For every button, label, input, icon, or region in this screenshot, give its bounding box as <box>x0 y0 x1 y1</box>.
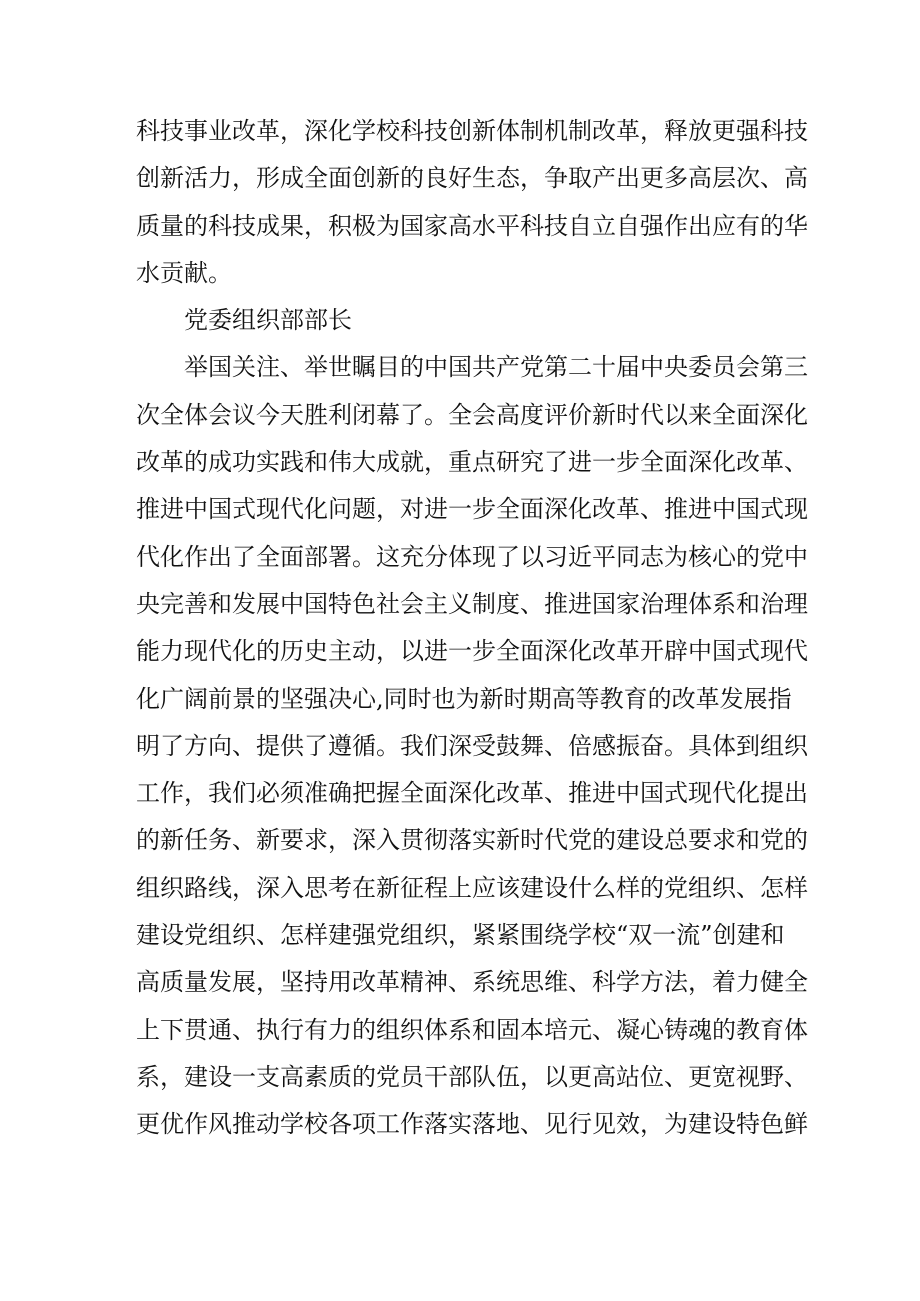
text-line-19: 高质量发展，坚持用改革精神、系统思维、科学方法，着力健全 <box>136 968 808 997</box>
text-line-17: 组织路线，深入思考在新征程上应该建设什么样的党组织、怎样 <box>136 873 808 902</box>
text-line-18: 建设党组织、怎样建强党组织，紧紧围绕学校“双一流”创建和 <box>136 921 785 950</box>
text-line-8: 改革的成功实践和伟大成就，重点研究了进一步全面深化改革、 <box>136 448 808 477</box>
text-line-11: 央完善和发展中国特色社会主义制度、推进国家治理体系和治理 <box>136 589 808 618</box>
text-line-21: 系，建设一支高素质的党员干部队伍，以更高站位、更宽视野、 <box>136 1062 808 1091</box>
text-line-16: 的新任务、新要求，深入贯彻落实新时代党的建设总要求和党的 <box>136 826 808 855</box>
text-line-20: 上下贯通、执行有力的组织体系和固本培元、凝心铸魂的教育体 <box>136 1015 808 1044</box>
text-line-14: 明了方向、提供了遵循。我们深受鼓舞、倍感振奋。具体到组织 <box>136 731 808 760</box>
paragraph-start: 举国关注、举世瞩目的中国共产党第二十届中央委员会第三 <box>184 353 808 382</box>
text-line-10: 代化作出了全面部署。这充分体现了以习近平同志为核心的党中 <box>136 542 808 571</box>
text-line-12: 能力现代化的历史主动，以进一步全面深化改革开辟中国式现代 <box>136 637 808 666</box>
text-line-1: 科技事业改革，深化学校科技创新体制机制改革，释放更强科技 <box>136 117 808 145</box>
document-body <box>136 108 808 1149</box>
text-line-2: 创新活力，形成全面创新的良好生态，争取产出更多高层次、高 <box>136 164 808 193</box>
text-line-15: 工作，我们必须准确把握全面深化改革、推进中国式现代化提出 <box>136 779 808 808</box>
text-line-4: 水贡献。 <box>136 258 232 287</box>
section-heading: 党委组织部部长 <box>184 306 352 335</box>
text-line-13: 化广阔前景的坚强决心,同时也为新时期高等教育的改革发展指 <box>136 684 792 713</box>
text-line-7: 次全体会议今天胜利闭幕了。全会高度评价新时代以来全面深化 <box>136 400 808 429</box>
text-line-9: 推进中国式现代化问题，对进一步全面深化改革、推进中国式现 <box>136 495 808 524</box>
text-line-22: 更优作风推动学校各项工作落实落地、见行见效，为建设特色鲜 <box>136 1110 808 1139</box>
text-line-3: 质量的科技成果，积极为国家高水平科技自立自强作出应有的华 <box>136 211 808 240</box>
